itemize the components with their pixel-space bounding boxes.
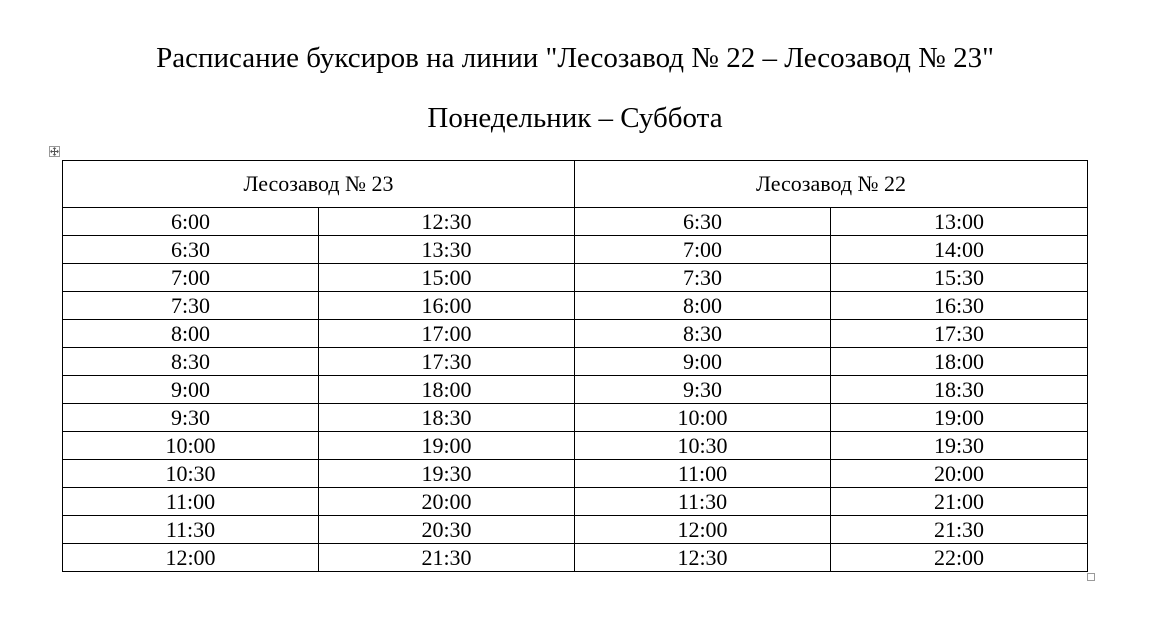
table-move-handle-icon[interactable] — [49, 146, 60, 157]
table-row — [63, 236, 1088, 264]
table-cell: 21:30 — [319, 544, 575, 572]
table-cell: 12:30 — [575, 544, 831, 572]
table-cell: 12:00 — [63, 544, 319, 572]
table-cell: 9:30 — [63, 404, 319, 432]
table-cell: 22:00 — [831, 544, 1088, 572]
table-cell: 16:00 — [319, 292, 575, 320]
table-resize-handle-icon[interactable] — [1087, 573, 1095, 581]
table-cell: 18:30 — [831, 376, 1088, 404]
table-cell: 17:30 — [831, 320, 1088, 348]
table-row — [63, 488, 1088, 516]
table-cell: 7:00 — [575, 236, 831, 264]
table-cell: 13:00 — [831, 208, 1088, 236]
table-cell: 8:30 — [575, 320, 831, 348]
table-cell: 12:30 — [319, 208, 575, 236]
table-cell: 6:00 — [63, 208, 319, 236]
table-cell: 18:30 — [319, 404, 575, 432]
table-row — [63, 460, 1088, 488]
table-row — [63, 264, 1088, 292]
table-cell: 19:30 — [319, 460, 575, 488]
table-row — [63, 208, 1088, 236]
table-cell: 17:00 — [319, 320, 575, 348]
table-cell: 8:30 — [63, 348, 319, 376]
table-cell: 18:00 — [319, 376, 575, 404]
table-cell: 15:30 — [831, 264, 1088, 292]
table-cell: 8:00 — [575, 292, 831, 320]
table-cell: 8:00 — [63, 320, 319, 348]
table-cell: 11:30 — [63, 516, 319, 544]
table-cell: 10:30 — [63, 460, 319, 488]
table-cell: 9:00 — [63, 376, 319, 404]
table-row — [63, 404, 1088, 432]
schedule-table — [62, 160, 1088, 572]
table-cell: 13:30 — [319, 236, 575, 264]
table-cell: 6:30 — [575, 208, 831, 236]
table-cell: 7:30 — [63, 292, 319, 320]
table-cell: 20:00 — [831, 460, 1088, 488]
table-cell: 7:00 — [63, 264, 319, 292]
table-cell: 11:00 — [575, 460, 831, 488]
table-cell: 19:30 — [831, 432, 1088, 460]
table-cell: 6:30 — [63, 236, 319, 264]
header-lesozavod-22: Лесозавод № 22 — [575, 161, 1088, 208]
table-cell: 14:00 — [831, 236, 1088, 264]
table-cell: 21:30 — [831, 516, 1088, 544]
table-cell: 7:30 — [575, 264, 831, 292]
table-cell: 9:30 — [575, 376, 831, 404]
header-lesozavod-23: Лесозавод № 23 — [63, 161, 575, 208]
document-subtitle: Понедельник – Суббота — [427, 102, 723, 134]
table-cell: 18:00 — [831, 348, 1088, 376]
table-cell: 17:30 — [319, 348, 575, 376]
table-row — [63, 320, 1088, 348]
table-cell: 12:00 — [575, 516, 831, 544]
table-row — [63, 432, 1088, 460]
table-cell: 10:00 — [63, 432, 319, 460]
table-cell: 11:30 — [575, 488, 831, 516]
table-row — [63, 376, 1088, 404]
table-cell: 20:00 — [319, 488, 575, 516]
table-row — [63, 516, 1088, 544]
table-cell: 10:00 — [575, 404, 831, 432]
table-cell: 19:00 — [831, 404, 1088, 432]
table-cell: 9:00 — [575, 348, 831, 376]
table-row — [63, 544, 1088, 572]
table-cell: 21:00 — [831, 488, 1088, 516]
table-row — [63, 348, 1088, 376]
table-cell: 20:30 — [319, 516, 575, 544]
table-row — [63, 292, 1088, 320]
table-cell: 15:00 — [319, 264, 575, 292]
table-cell: 10:30 — [575, 432, 831, 460]
table-cell: 16:30 — [831, 292, 1088, 320]
table-cell: 19:00 — [319, 432, 575, 460]
table-header-row — [63, 161, 1088, 208]
table-cell: 11:00 — [63, 488, 319, 516]
document-title: Расписание буксиров на линии "Лесозавод № 22 – Лесозавод № 23" — [156, 42, 994, 74]
